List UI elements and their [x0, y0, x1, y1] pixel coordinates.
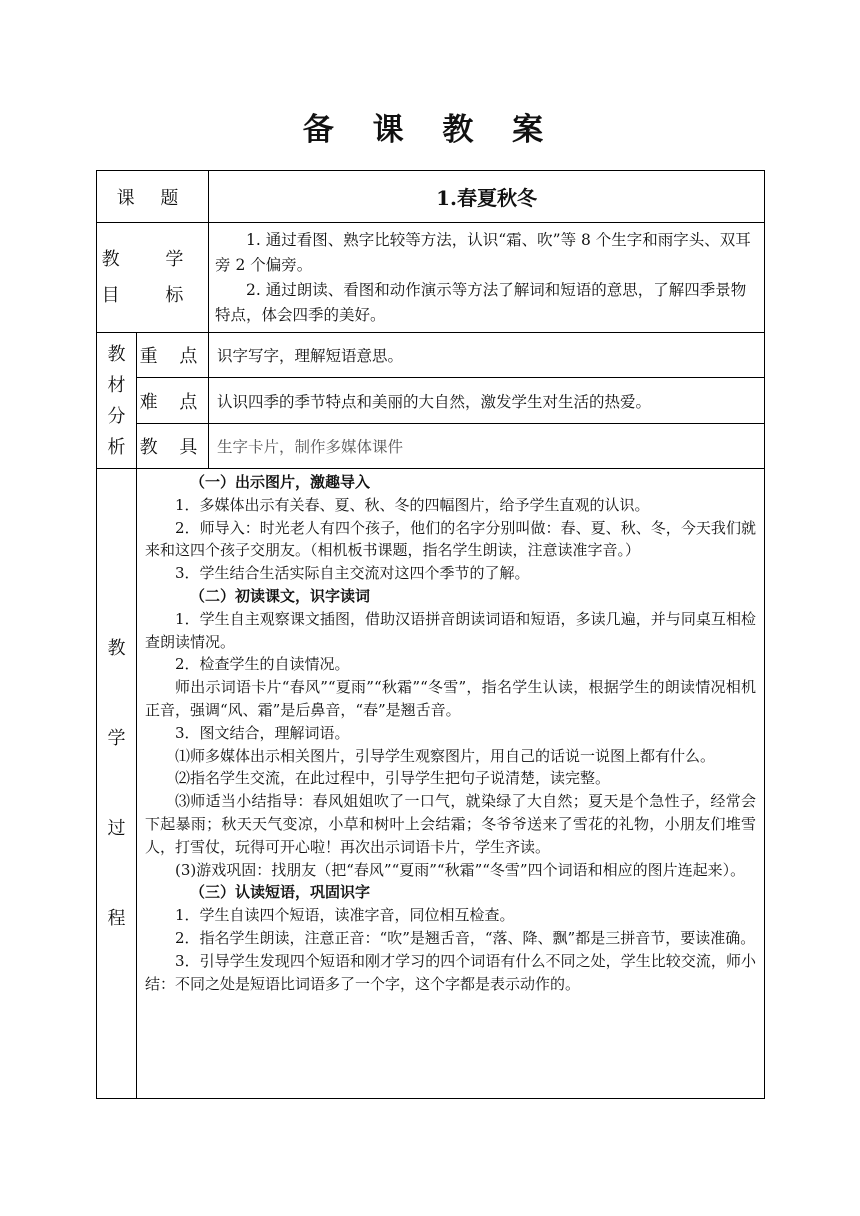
process-content [137, 469, 765, 1099]
goals-label [97, 223, 209, 333]
process-row [97, 469, 765, 1099]
analysis-row-keypoint [97, 333, 765, 378]
document-title: 备 课 教 案 [302, 112, 558, 148]
goal-item: 1. 通过看图、熟字比较等方法，认识“霜、吹”等 8 个生字和雨字头、双耳旁 2 个偏旁。 [215, 230, 751, 274]
process-paragraph: 师出示词语卡片“春风”“夏雨”“秋霜”“冬雪”，指名学生认读，根据学生的朗读情况相机正音，强调“风、霜”是后鼻音，“春”是翘舌音。 [145, 678, 757, 719]
process-paragraph: ⑴师多媒体出示相关图片，引导学生观察图片，用自己的话说一说图上都有什么。 [175, 746, 716, 765]
process-paragraph: 2．检查学生的自读情况。 [175, 655, 350, 674]
topic-value: 1.春夏秋冬 [209, 171, 765, 223]
analysis-side-char: 教 [107, 343, 126, 365]
process-section-heading: （三）认读短语，巩固识字 [190, 883, 371, 902]
process-paragraph: 3．学生结合生活实际自主交流对这四个季节的了解。 [175, 564, 530, 583]
tools-value: 生字卡片，制作多媒体课件 [209, 424, 765, 469]
difficulty-value: 认识四季的季节特点和美丽的大自然，激发学生对生活的热爱。 [209, 378, 765, 424]
goals-label-line2: 目 标 [101, 284, 204, 306]
process-label-char: 教 [107, 637, 126, 659]
process-paragraph: 1．学生自主观察课文插图，借助汉语拼音朗读词语和短语，多读几遍，并与同桌互相检查朗读情况。 [145, 609, 757, 651]
process-label [97, 469, 137, 1099]
process-paragraph: 2．指名学生朗读，注意正音：“吹”是翘舌音，“落、降、飘”都是三拼音节，要读准确。 [175, 928, 756, 947]
analysis-side-char: 析 [107, 436, 126, 458]
difficulty-label: 难 点 [137, 378, 209, 424]
goals-row [97, 223, 765, 333]
analysis-side-char: 材 [107, 374, 126, 396]
analysis-side-label [97, 333, 137, 469]
process-section-heading: （二）初读课文，识字读词 [190, 586, 371, 605]
process-paragraph: ⑵指名学生交流，在此过程中，引导学生把句子说清楚，读完整。 [175, 769, 611, 788]
lesson-plan-table [96, 170, 765, 1099]
process-paragraph: 3．引导学生发现四个短语和刚才学习的四个词语有什么不同之处，学生比较交流，师小结：不同之处是短语比词语多了一个字，这个字都是表示动作的。 [145, 951, 757, 993]
goal-item: 2. 通过朗读、看图和动作演示等方法了解词和短语的意思，了解四季景物特点，体会四季的美好。 [215, 280, 747, 324]
process-label-char: 学 [107, 727, 126, 749]
tools-label: 教 具 [137, 424, 209, 469]
process-paragraph: (3)游戏巩固：找朋友（把“春风”“夏雨”“秋霜”“冬雪”四个词语和相应的图片连起来）。 [175, 860, 746, 879]
goals-label-line1: 教 学 [101, 248, 204, 270]
process-label-char: 程 [107, 907, 126, 929]
keypoint-value: 识字写字，理解短语意思。 [209, 333, 765, 378]
goals-content [209, 223, 765, 333]
process-paragraph: 2．师导入：时光老人有四个孩子，他们的名字分别叫做：春、夏、秋、冬，今天我们就来和这四个孩子交朋友。（相机板书课题，指名学生朗读，注意读准字音。） [145, 518, 757, 560]
keypoint-label: 重 点 [137, 333, 209, 378]
process-paragraph: 1．多媒体出示有关春、夏、秋、冬的四幅图片，给予学生直观的认识。 [175, 495, 650, 514]
analysis-row-difficulty [97, 378, 765, 424]
analysis-row-tools [97, 424, 765, 469]
process-section-heading: （一）出示图片，激趣导入 [190, 473, 371, 491]
topic-label: 课 题 [97, 171, 209, 223]
topic-row [97, 171, 765, 223]
analysis-side-char: 分 [107, 405, 126, 427]
process-paragraph: ⑶师适当小结指导：春风姐姐吹了一口气，就染绿了大自然；夏天是个急性子，经常会下起暴雨；秋天天气变凉，小草和树叶上会结霜；冬爷爷送来了雪花的礼物，小朋友们堆雪人，打雪仗，玩得可开心啦！再次出示词语卡片，学生齐读。 [145, 792, 757, 856]
process-paragraph: 3．图文结合，理解词语。 [175, 723, 350, 742]
process-label-char: 过 [107, 817, 126, 839]
process-body [145, 471, 756, 995]
process-paragraph: 1．学生自读四个短语，读准字音，同位相互检查。 [175, 906, 515, 925]
